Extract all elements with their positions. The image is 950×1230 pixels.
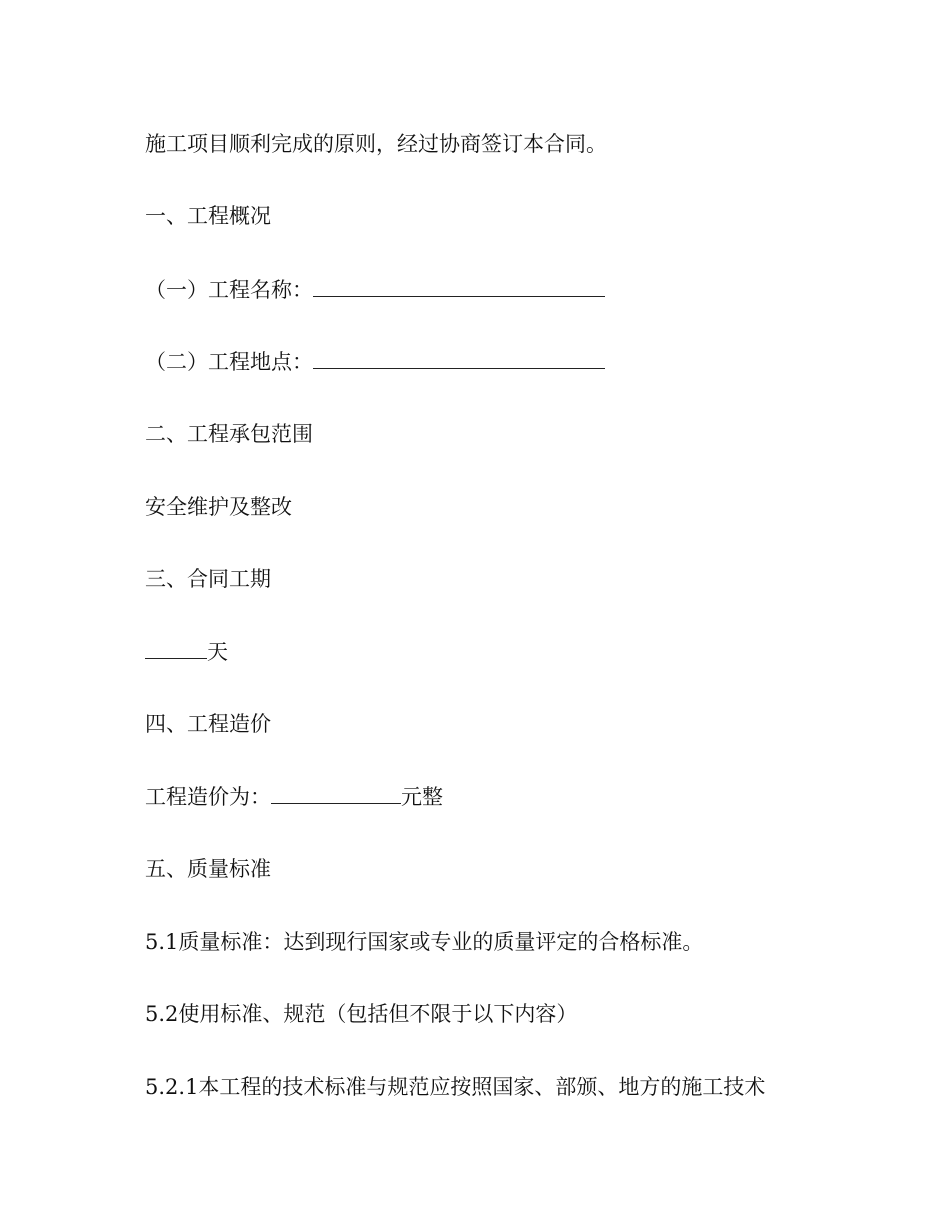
clause-5-1-text: 5.1质量标准：达到现行国家或专业的质量评定的合格标准。 — [145, 930, 704, 954]
duration-row — [145, 637, 228, 667]
clause-5-2-1-text: 5.2.1本工程的技术标准与规范应按照国家、部颁、地方的施工技术 — [145, 1075, 766, 1099]
contract-price-label: 工程造价为： — [145, 785, 271, 809]
project-name-label: （一）工程名称： — [145, 278, 313, 302]
clause-5-2 — [145, 999, 577, 1029]
scope-text — [145, 492, 292, 522]
contract-price-unit: 元整 — [401, 785, 443, 809]
section-2-heading-text: 二、工程承包范围 — [145, 422, 313, 446]
section-2-heading — [145, 419, 313, 449]
project-name-row — [145, 275, 605, 305]
intro-text-content: 施工项目顺利完成的原则，经过协商签订本合同。 — [145, 132, 607, 156]
section-4-heading-text: 四、工程造价 — [145, 712, 271, 736]
contract-price-blank[interactable] — [271, 783, 401, 804]
project-name-blank[interactable] — [313, 276, 605, 297]
intro-text — [145, 129, 607, 159]
clause-5-1 — [145, 927, 703, 957]
section-5-heading — [145, 854, 271, 884]
scope-text-content: 安全维护及整改 — [145, 495, 292, 519]
section-4-heading — [145, 709, 271, 739]
project-location-row — [145, 347, 605, 377]
duration-unit: 天 — [207, 640, 228, 664]
section-3-heading — [145, 564, 271, 594]
clause-5-2-text: 5.2使用标准、规范（包括但不限于以下内容） — [145, 1002, 578, 1026]
section-1-heading-text: 一、工程概况 — [145, 204, 271, 228]
section-1-heading — [145, 201, 271, 231]
section-5-heading-text: 五、质量标准 — [145, 857, 271, 881]
duration-blank[interactable] — [145, 638, 207, 659]
project-location-label: （二）工程地点： — [145, 350, 313, 374]
contract-price-row — [145, 782, 443, 812]
project-location-blank[interactable] — [313, 348, 605, 369]
section-3-heading-text: 三、合同工期 — [145, 567, 271, 591]
clause-5-2-1 — [145, 1072, 765, 1102]
